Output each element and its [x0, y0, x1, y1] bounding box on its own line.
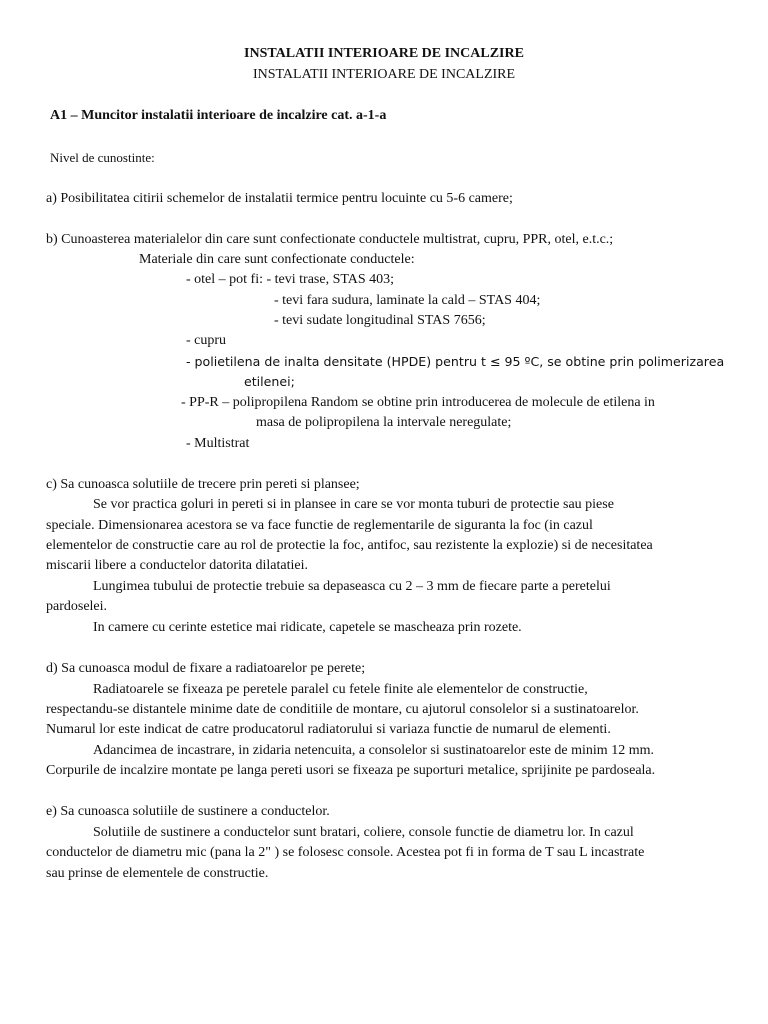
section-d-line: Corpurile de incalzire montate pe langa pereti usori se fixeaza pe suporturi metalice, sprijinite pe pardoseala. — [46, 763, 656, 778]
section-b-sub: Materiale din care sunt confectionate conductele: — [139, 252, 415, 267]
document-title-bold: INSTALATII INTERIOARE DE INCALZIRE — [244, 46, 524, 61]
section-a: a) Posibilitatea citirii schemelor de instalatii termice pentru locuinte cu 5-6 camere; — [46, 191, 513, 206]
section-c-line: pardoselei. — [46, 599, 108, 614]
material-ppr-cont: masa de polipropilena la intervale neregulate; — [256, 415, 512, 430]
section-c-line: Se vor practica goluri in pereti si in plansee in care se vor monta tuburi de protectie sau piese — [93, 497, 614, 512]
a1-heading: A1 – Muncitor instalatii interioare de incalzire cat. a-1-a — [50, 108, 387, 123]
section-d-line: Adancimea de incastrare, in zidaria netencuita, a consolelor si sustinatoarelor este de minim 12 mm. — [93, 743, 654, 758]
section-d-heading: d) Sa cunoasca modul de fixare a radiatoarelor pe perete; — [46, 661, 366, 676]
section-d-line: respectandu-se distantele minime date de conditiile de montare, cu ajutorul consolelor si a sustinatoarelor. — [46, 702, 639, 717]
section-e-line: conductelor de diametru mic (pana la 2" ) se folosesc console. Acestea pot fi in forma de T sau L incastrate — [46, 845, 645, 860]
material-otel: - otel – pot fi: - tevi trase, STAS 403; — [186, 272, 395, 287]
section-d-line: Radiatoarele se fixeaza pe peretele paralel cu fetele finite ale elementelor de constructie, — [93, 682, 588, 697]
document-title: INSTALATII INTERIOARE DE INCALZIRE — [252, 67, 516, 82]
section-c-line: In camere cu cerinte estetice mai ridicate, capetele se mascheaza prin rozete. — [93, 620, 522, 635]
material-otel-3: - tevi sudate longitudinal STAS 7656; — [274, 313, 486, 328]
section-e-line: sau prinse de elementele de constructie. — [46, 866, 269, 881]
section-c-line: elementelor de constructie care au rol de protectie la foc, antifoc, sau rezistente la explozie) si de necesitatea — [46, 538, 653, 553]
section-b-heading: b) Cunoasterea materialelor din care sunt confectionate conductele multistrat, cupru, PPR, otel, e.t.c.; — [46, 232, 614, 247]
nivel-label: Nivel de cunostinte: — [50, 150, 155, 165]
section-c-line: speciale. Dimensionarea acestora se va face functie de reglementarile de siguranta la foc (in cazul — [46, 518, 593, 533]
section-d-line: Numarul lor este indicat de catre producatorul radiatorului si variaza functie de numarul de elementi. — [46, 722, 611, 737]
material-hpde-cont: etilenei; — [244, 374, 295, 389]
section-c-heading: c) Sa cunoasca solutiile de trecere prin pereti si plansee; — [46, 477, 360, 492]
material-multistrat: - Multistrat — [186, 436, 250, 451]
material-hpde: - polietilena de inalta densitate (HPDE) pentru t ≤ 95 ºC, se obtine prin polimerizarea — [186, 354, 725, 369]
material-ppr: - PP-R – polipropilena Random se obtine prin introducerea de molecule de etilena in — [181, 395, 655, 410]
section-c-line: Lungimea tubului de protectie trebuie sa depaseasca cu 2 – 3 mm de fiecare parte a peretelui — [93, 579, 611, 594]
section-c-line: miscarii libere a conductelor datorita dilatatiei. — [46, 558, 309, 573]
material-cupru: - cupru — [186, 333, 227, 348]
material-otel-2: - tevi fara sudura, laminate la cald – STAS 404; — [274, 293, 541, 308]
section-e-heading: e) Sa cunoasca solutiile de sustinere a conductelor. — [46, 804, 330, 819]
section-e-line: Solutiile de sustinere a conductelor sunt bratari, coliere, console functie de diametru lor. In cazul — [93, 825, 634, 840]
